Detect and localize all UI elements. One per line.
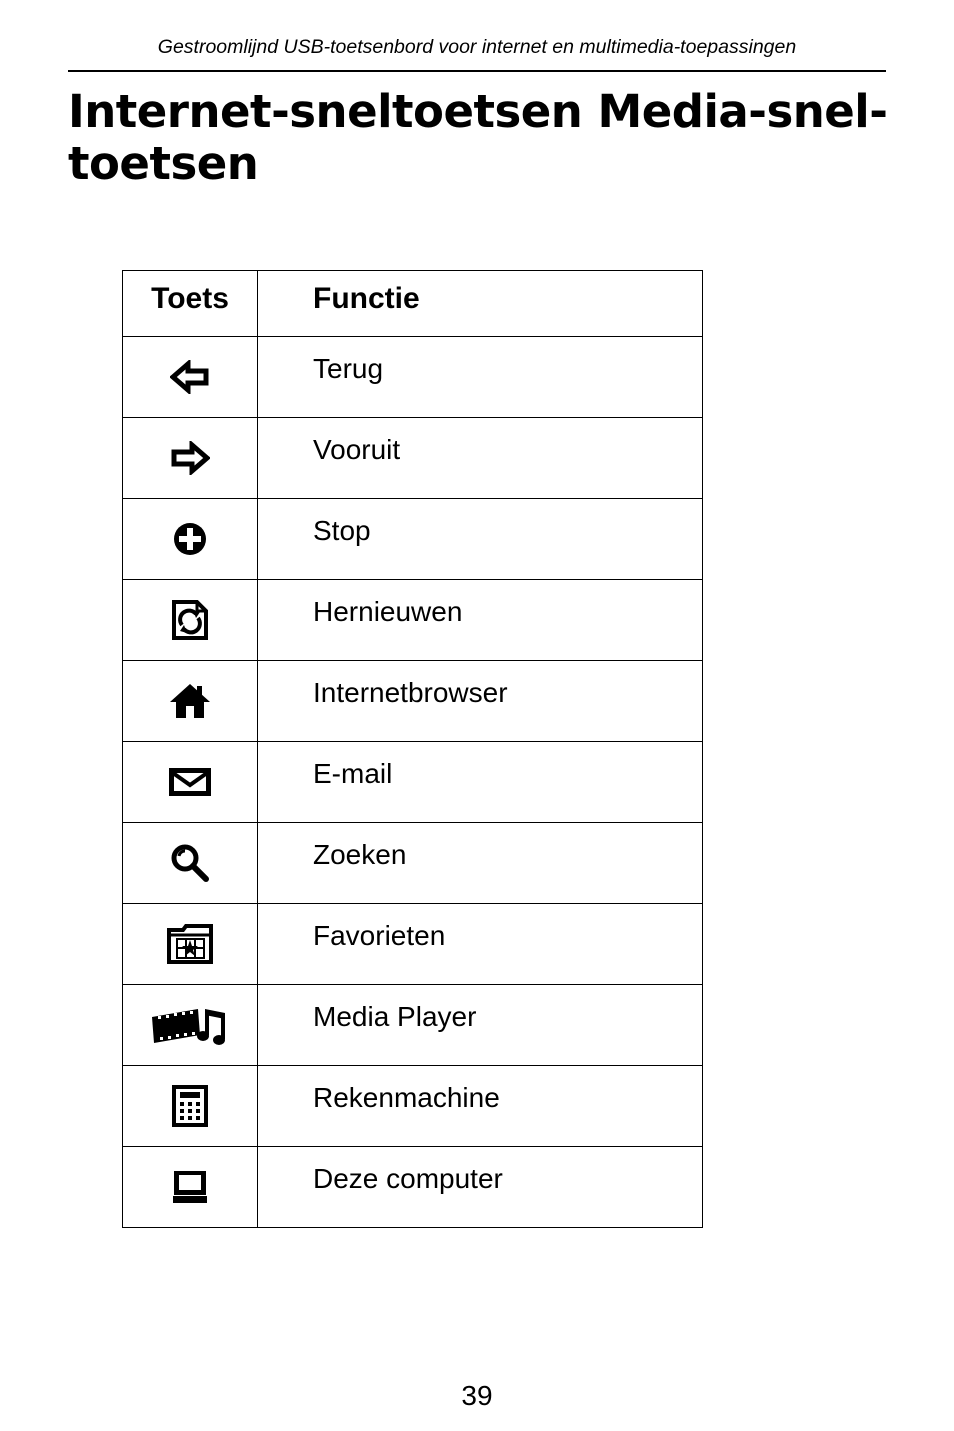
function-label: Deze computer <box>258 1147 703 1228</box>
function-label: Media Player <box>258 985 703 1066</box>
table-row <box>123 661 703 742</box>
function-label: Favorieten <box>258 904 703 985</box>
table-row <box>123 904 703 985</box>
table-row <box>123 337 703 418</box>
table-row <box>123 1147 703 1228</box>
table-row <box>123 1066 703 1147</box>
function-label: Hernieuwen <box>258 580 703 661</box>
running-header: Gestroomlijnd USB-toetsenbord voor internet en multimedia-toepassingen <box>157 36 797 58</box>
forward-arrow-icon <box>170 441 210 475</box>
column-header-function: Functie <box>258 271 703 337</box>
page-title-line1: Internet-sneltoetsen Media-snel- <box>68 85 888 138</box>
shortcut-table <box>122 270 703 1228</box>
function-label: Stop <box>258 499 703 580</box>
back-arrow-icon <box>170 360 210 394</box>
function-label: Zoeken <box>258 823 703 904</box>
header-rule <box>68 70 886 72</box>
favorites-icon <box>167 924 213 964</box>
function-label: Vooruit <box>258 418 703 499</box>
calculator-icon <box>172 1085 208 1127</box>
table-row <box>123 823 703 904</box>
table-row <box>123 418 703 499</box>
home-icon <box>169 682 211 720</box>
table-header-row <box>123 271 703 337</box>
function-label: Internetbrowser <box>258 661 703 742</box>
function-label: Terug <box>258 337 703 418</box>
function-label: Rekenmachine <box>258 1066 703 1147</box>
refresh-icon <box>171 599 209 641</box>
table-row <box>123 499 703 580</box>
mail-icon <box>169 768 211 796</box>
function-label: E-mail <box>258 742 703 823</box>
table-row <box>123 580 703 661</box>
page-title <box>68 86 898 190</box>
page-title-line2: toetsen <box>68 137 259 190</box>
page-number: 39 <box>461 1380 493 1411</box>
table-row <box>123 985 703 1066</box>
computer-icon <box>171 1169 209 1205</box>
stop-icon <box>172 521 208 557</box>
media-player-icon <box>150 1005 230 1045</box>
column-header-key: Toets <box>123 271 258 337</box>
table-row <box>123 742 703 823</box>
search-icon <box>170 843 210 883</box>
